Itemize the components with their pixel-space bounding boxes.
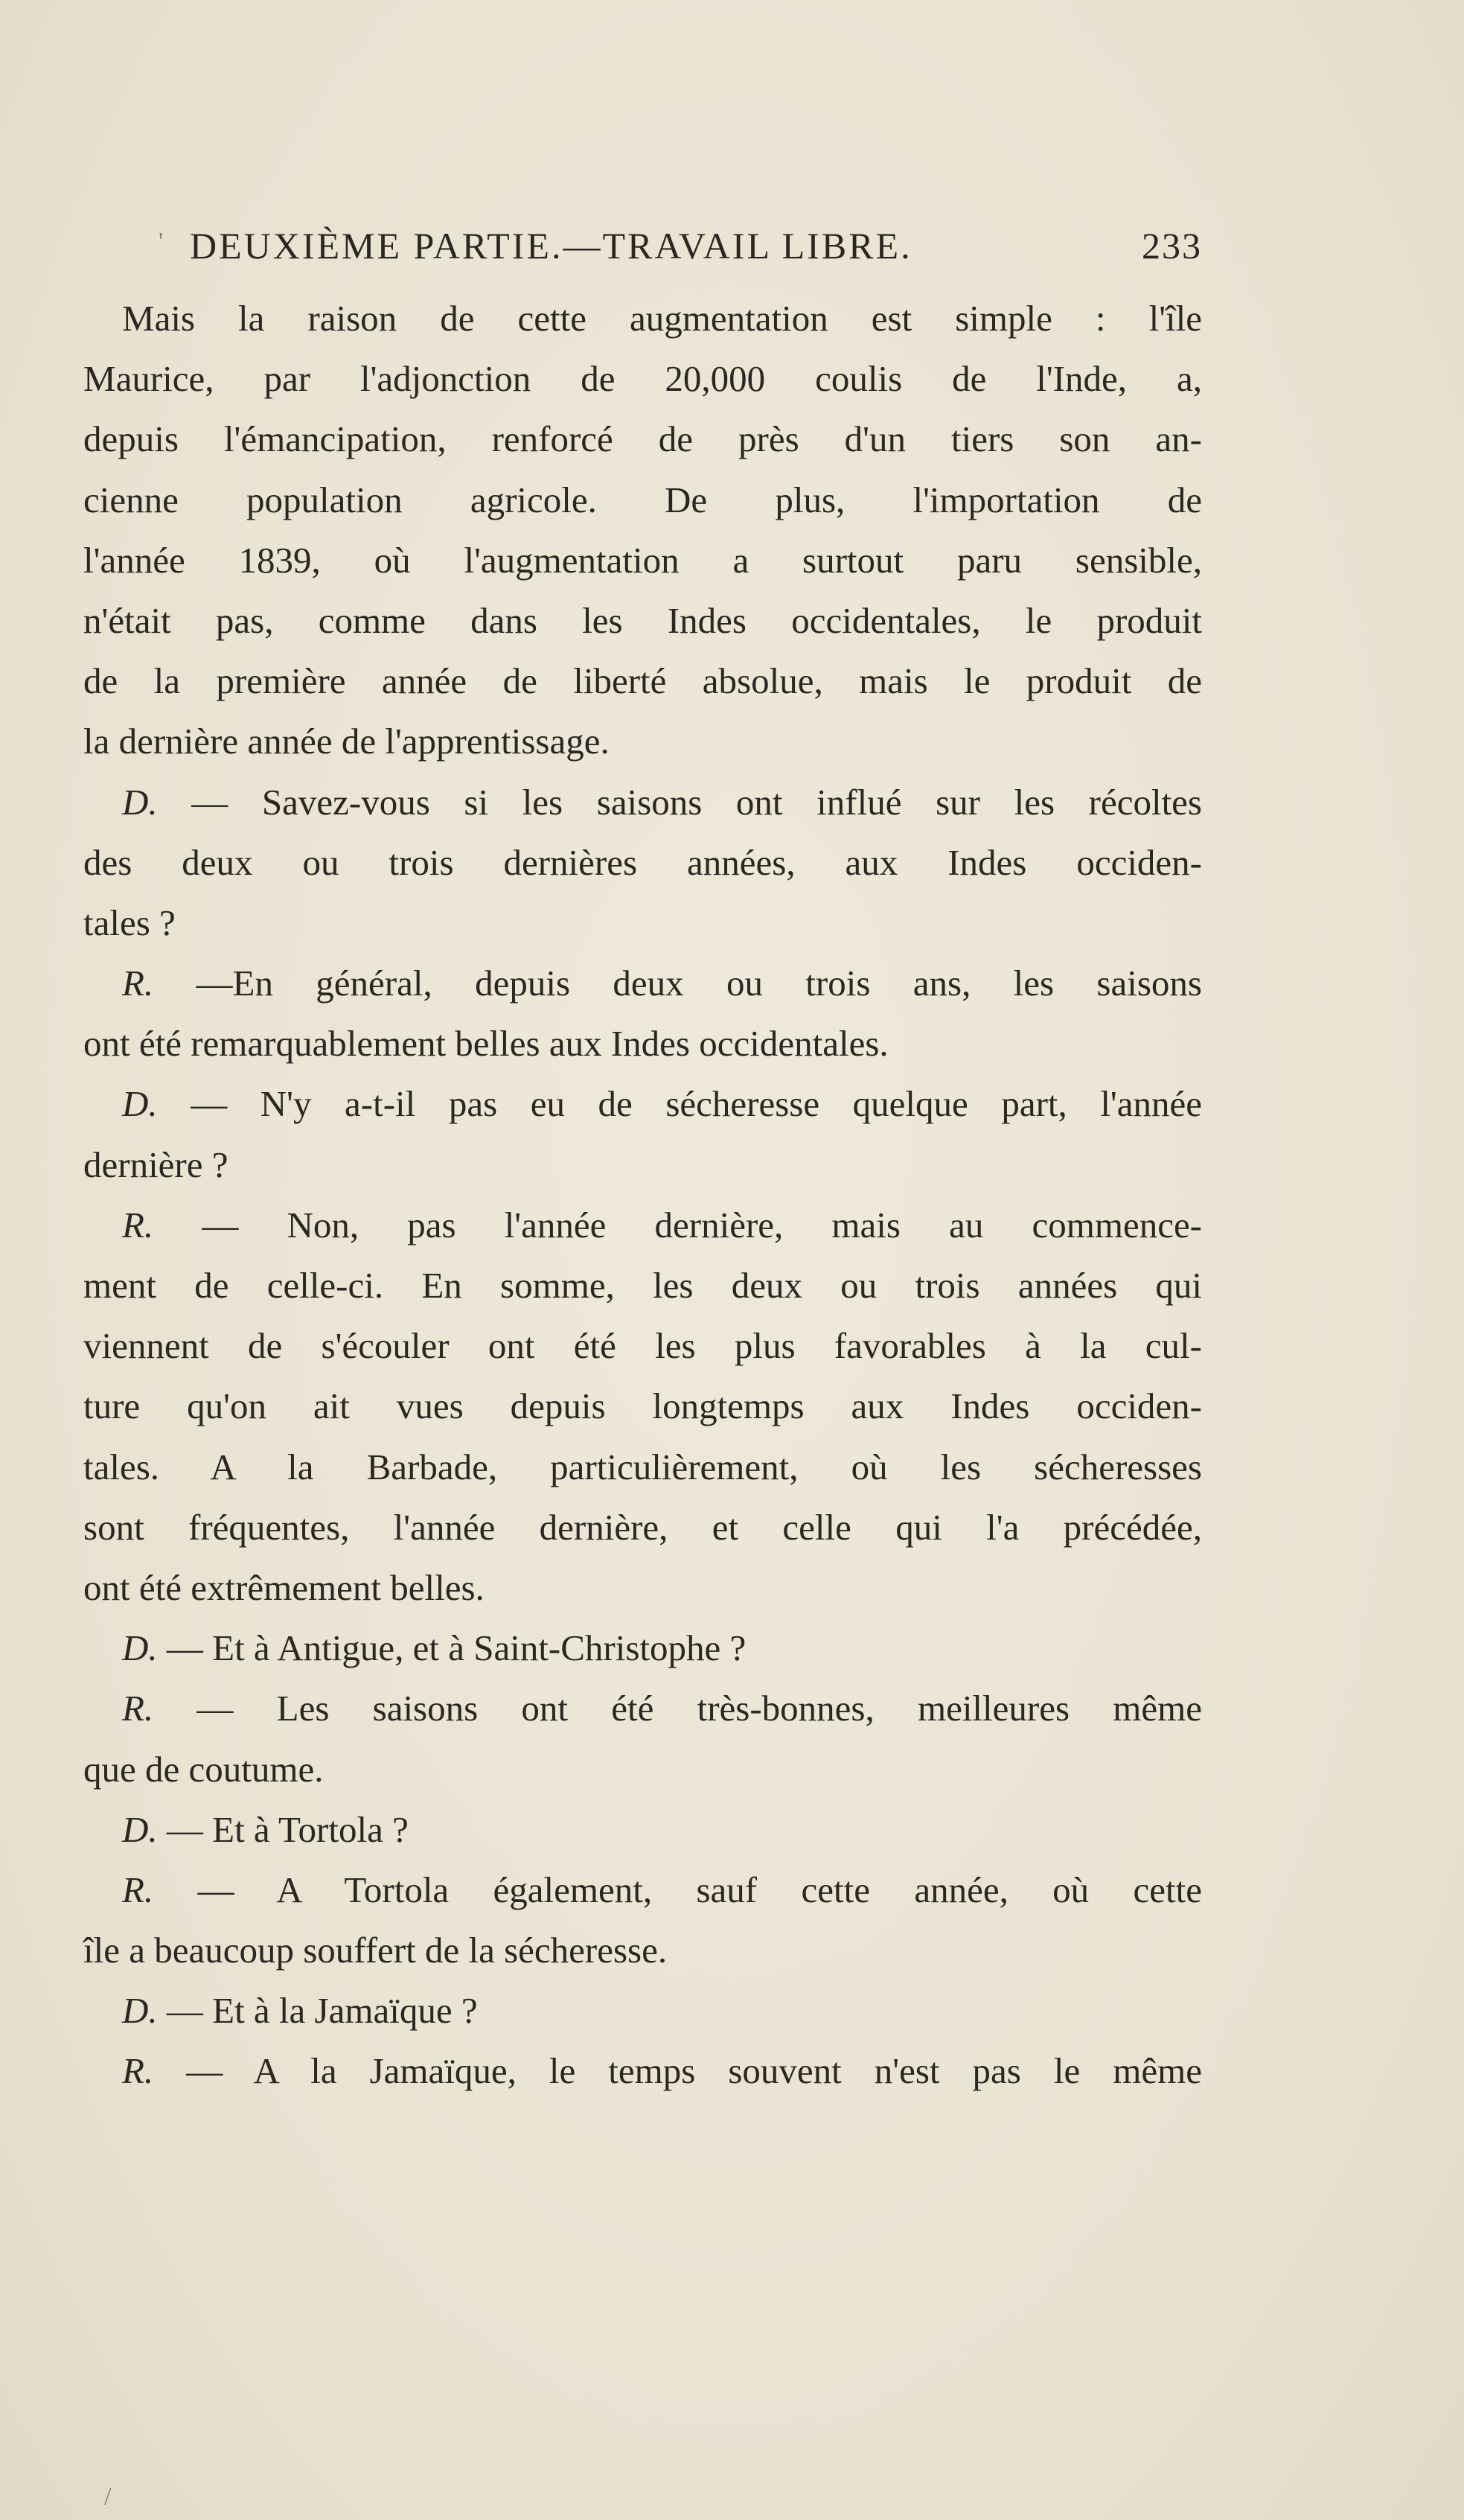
answer-marker: R. — [122, 1869, 154, 1910]
text-line: ont été remarquablement belles aux Indes occidentales. — [83, 1023, 889, 1065]
text-line: l'année 1839, où l'augmentation a surtout paru sensible, — [83, 539, 1202, 581]
text-line: cienne population agricole. De plus, l'importation de — [83, 479, 1202, 520]
text-line: ment de celle-ci. En somme, les deux ou trois années qui — [83, 1265, 1202, 1306]
question-line — [83, 772, 1202, 832]
question-marker: D. — [122, 781, 158, 823]
question-marker: D. — [122, 1990, 158, 2032]
text-line: la dernière année de l'apprentissage. — [83, 721, 610, 762]
question-text: — Et à la Jamaïque ? — [166, 1990, 478, 2032]
answer-line — [83, 1678, 1202, 1738]
answer-text: — A Tortola également, sauf cette année, où cette — [197, 1869, 1203, 1910]
text-line: n'était pas, comme dans les Indes occidentales, le produit — [83, 599, 1202, 641]
text-line: Maurice, par l'adjonction de 20,000 coulis de l'Inde, a, — [83, 358, 1202, 400]
answer-line — [83, 2041, 1202, 2101]
answer-marker: R. — [122, 2050, 154, 2092]
text-line: Mais la raison de cette augmentation est simple : l'île — [122, 298, 1202, 339]
answer-line — [83, 953, 1202, 1013]
answer-text: —En général, depuis deux ou trois ans, les saisons — [196, 963, 1202, 1004]
text-line: tales. A la Barbade, particulièrement, où les sécheresses — [83, 1446, 1202, 1487]
question-line — [83, 1799, 1202, 1860]
question-line — [83, 1074, 1202, 1134]
question-text: — Et à Antigue, et à Saint-Christophe ? — [166, 1627, 747, 1669]
answer-marker: R. — [122, 963, 154, 1004]
body-text — [83, 288, 1202, 2102]
text-line: ture qu'on ait vues depuis longtemps aux Indes occiden- — [83, 1385, 1202, 1427]
question-marker: D. — [122, 1808, 158, 1850]
question-text: — Et à Tortola ? — [166, 1808, 409, 1850]
text-line: ont été extrêmement belles. — [83, 1566, 485, 1608]
answer-marker: R. — [122, 1204, 154, 1245]
text-line: viennent de s'écouler ont été les plus favorables à la cul- — [83, 1325, 1202, 1367]
question-text: — N'y a-t-il pas eu de sécheresse quelque part, l'année — [191, 1083, 1203, 1125]
answer-line — [83, 1195, 1202, 1255]
page-number: 233 — [1142, 225, 1202, 267]
text-line: sont fréquentes, l'année dernière, et celle qui l'a précédée, — [83, 1506, 1202, 1548]
text-line: île a beaucoup souffert de la sécheresse. — [83, 1930, 668, 1971]
text-line: depuis l'émancipation, renforcé de près d'un tiers son an- — [83, 418, 1202, 460]
text-line: que de coutume. — [83, 1748, 324, 1790]
text-line: tales ? — [83, 902, 176, 943]
text-line: des deux ou trois dernières années, aux Indes occiden- — [83, 841, 1202, 883]
running-head — [190, 220, 1202, 272]
question-text: — Savez-vous si les saisons ont influé sur les récoltes — [191, 781, 1202, 823]
answer-line — [83, 1860, 1202, 1920]
answer-text: — Les saisons ont été très-bonnes, meilleures même — [196, 1688, 1202, 1729]
stray-mark: ' — [159, 228, 164, 255]
text-line: de la première année de liberté absolue, mais le produit de — [83, 660, 1202, 702]
answer-text: — A la Jamaïque, le temps souvent n'est pas le même — [186, 2050, 1202, 2092]
answer-text: — Non, pas l'année dernière, mais au commence- — [202, 1204, 1203, 1245]
question-marker: D. — [122, 1627, 158, 1669]
text-line: dernière ? — [83, 1143, 228, 1185]
answer-marker: R. — [122, 1688, 154, 1729]
question-line — [83, 1618, 1202, 1678]
stray-mark: / — [104, 2483, 112, 2510]
question-marker: D. — [122, 1083, 158, 1125]
question-line — [83, 1980, 1202, 2041]
running-head-title: DEUXIÈME PARTIE.—TRAVAIL LIBRE. — [190, 225, 912, 267]
